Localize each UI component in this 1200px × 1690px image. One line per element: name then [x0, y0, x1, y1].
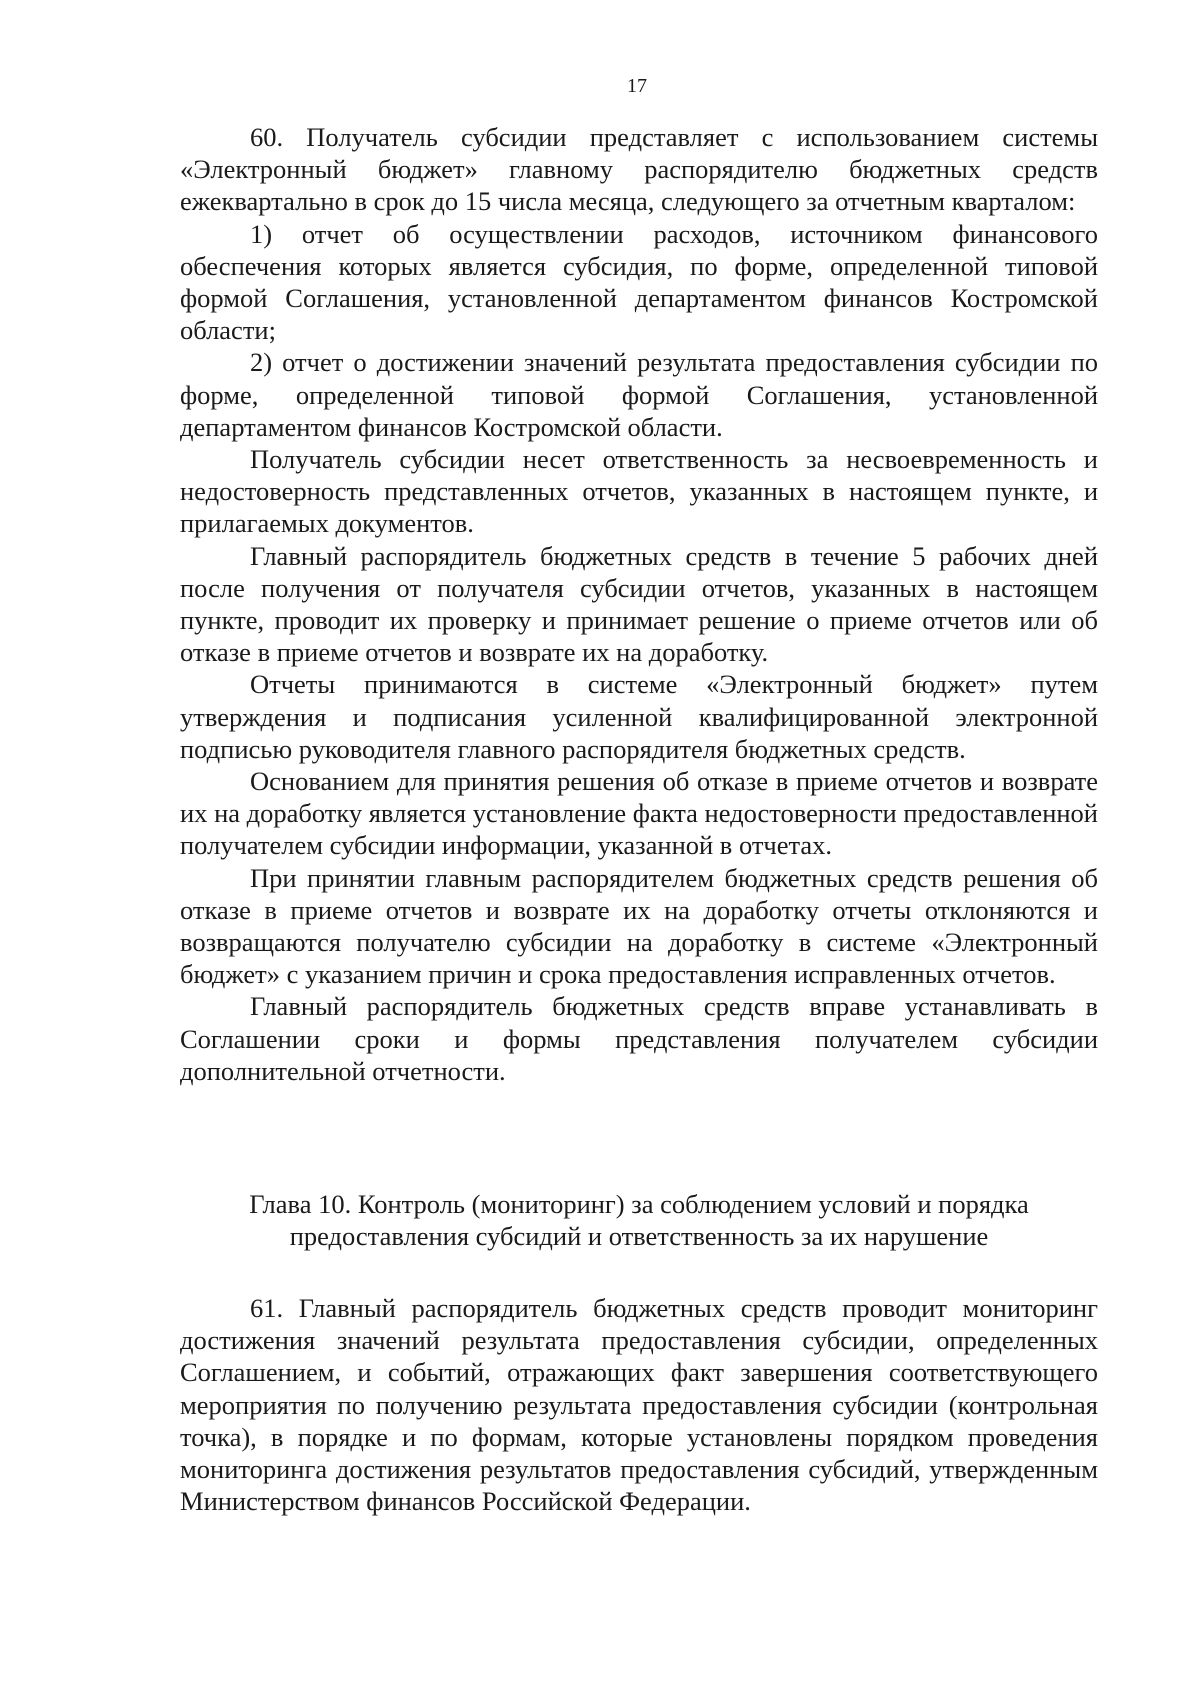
paragraph-60-intro: 60. Получатель субсидии представляет с использованием системы «Электронный бюджет» главному распорядителю бюджетных средств ежеквартально в срок до 15 числа месяца, следующего за отчетным кварталом:	[180, 122, 1098, 217]
paragraph-60-item-1: 1) отчет об осуществлении расходов, источником финансового обеспечения которых является субсидия, по форме, определенной типовой формой Соглашения, установленной департаментом финансов Костромской области;	[180, 218, 1098, 346]
paragraph-60-item-2: 2) отчет о достижении значений результата предоставления субсидии по форме, определенной типовой формой Соглашения, установленной департаментом финансов Костромской области.	[180, 347, 1098, 442]
chapter-heading-line-1: Глава 10. Контроль (мониторинг) за соблюдением условий и порядка	[249, 1189, 1029, 1219]
chapter-heading-line-2: предоставления субсидий и ответственность за их нарушение	[289, 1221, 989, 1252]
paragraph-responsibility: Получатель субсидии несет ответственность за несвоевременность и недостоверность представленных отчетов, указанных в настоящем пункте, и прилагаемых документов.	[180, 444, 1098, 539]
paragraph-acceptance: Отчеты принимаются в системе «Электронный бюджет» путем утверждения и подписания усиленной квалифицированной электронной подписью руководителя главного распорядителя бюджетных средств.	[180, 669, 1098, 764]
paragraph-refusal-grounds: Основанием для принятия решения об отказе в приеме отчетов и возврате их на доработку является установление факта недостоверности предоставленной получателем субсидии информации, указанной в отчетах.	[180, 766, 1098, 861]
paragraph-61: 61. Главный распорядитель бюджетных средств проводит мониторинг достижения значений результата предоставления субсидии, определенных Соглашением, и событий, отражающих факт завершения соответствующего мероприятия по получению результата предоставления субсидии (контрольная точка), в порядке и по формам, которые установлены порядком проведения мониторинга достижения результатов предоставления субсидий, утвержденным Министерством финансов Российской Федерации.	[180, 1293, 1098, 1517]
chapter-10-heading	[180, 1188, 1098, 1252]
paragraph-review-period: Главный распорядитель бюджетных средств в течение 5 рабочих дней после получения от получателя субсидии отчетов, указанных в настоящем пункте, проводит их проверку и принимает решение о приеме отчетов или об отказе в приеме отчетов и возврате их на доработку.	[180, 540, 1098, 668]
page-number: 17	[627, 75, 647, 97]
section-61-body	[180, 1292, 1098, 1517]
paragraph-rejection-procedure: При принятии главным распорядителем бюджетных средств решения об отказе в приеме отчетов и возврате их на доработку отчеты отклоняются и возвращаются получателю субсидии на доработку в системе «Электронный бюджет» с указанием причин и срока предоставления исправленных отчетов.	[180, 862, 1098, 990]
paragraph-additional-reporting: Главный распорядитель бюджетных средств вправе устанавливать в Соглашении сроки и формы представления получателем субсидии дополнительной отчетности.	[180, 991, 1098, 1086]
section-60-body	[180, 121, 1098, 1087]
